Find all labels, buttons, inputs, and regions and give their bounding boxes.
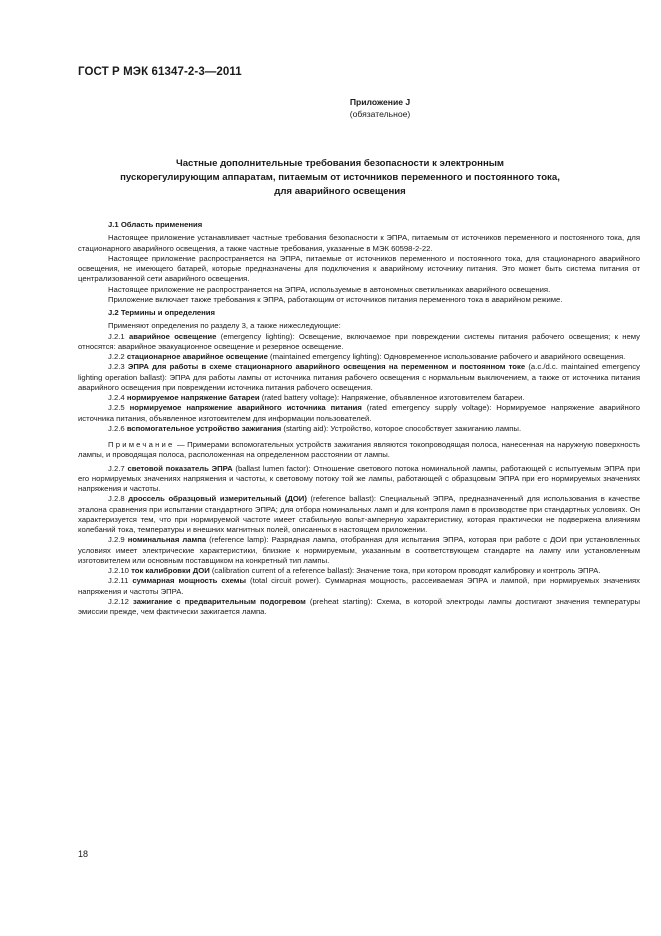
definition-number: J.2.7 <box>108 463 125 473</box>
definition-item <box>78 424 640 434</box>
definition-item <box>78 403 640 424</box>
definition-text: (calibration current of a reference ballast): Значение тока, при котором проводят калибровку и контроль ЭПРА. <box>209 566 601 575</box>
definition-item <box>78 464 640 495</box>
definition-item <box>78 332 640 353</box>
paragraph: Применяют определения по разделу 3, а также нижеследующие: <box>108 321 341 331</box>
definition-text: (ballast lumen factor): Отношение светового потока номинальной лампы, работающей с испытуемым ЭПРА при его нормируемых значениях напряжения и частоты, к световому потоку той же лампы, работающей с образцовым ЭПРА при его нормируемых значениях напряжения и частоты. <box>78 463 640 493</box>
definition-item <box>78 494 640 535</box>
definition-term: нормируемое напряжение аварийного источника питания <box>129 403 362 413</box>
definition-term: зажигание с предварительным подогревом <box>132 596 306 606</box>
definition-item <box>78 362 640 393</box>
definition-term: ток калибровки ДОИ <box>131 566 210 575</box>
definition-term: световой показатель ЭПРА <box>127 463 233 473</box>
paragraph: Приложение включает также требования к ЭПРА, работающим от источников питания переменного тока в аварийном режиме. <box>108 294 563 304</box>
section-heading-j2: J.2 Термины и определения <box>108 308 216 317</box>
definition-item <box>78 576 640 597</box>
title-line-2: пускорегулирующим аппаратам, питаемым от источников переменного и постоянного тока, <box>120 172 560 183</box>
definition-number: J.2.1 <box>108 331 125 341</box>
definition-item <box>78 566 640 576</box>
paragraph: Настоящее приложение распространяется на ЭПРА, питаемые от источников переменного и постоянного тока, для стационарного аварийного освещения, не имеющего батарей, которые предназначены для подключения к аварийному источнику питания. Это может быть система питания от централизованной сети аварийного освещения. <box>78 253 640 284</box>
definition-term: номинальная лампа <box>127 535 207 545</box>
annex-status: (обязательное) <box>349 109 411 119</box>
definition-term: стационарное аварийное освещение <box>126 352 268 361</box>
definition-term: дроссель образцовый измерительный (ДОИ) <box>128 494 307 504</box>
note <box>78 440 640 461</box>
definition-text: (a.c./d.c. maintained emergency lighting operation ballast): ЭПРА для работы лампы от источника питания рабочего освещения с нормальным выключением, а также от источника питания аварийного освещения при повреждении источника питания рабочего освещения. <box>78 362 640 392</box>
definition-number: J.2.9 <box>108 535 125 545</box>
title-line-1: Частные дополнительные требования безопасности к электронным <box>175 158 505 169</box>
definition-text: (rated battery voltage): Напряжение, объявленное изготовителем батареи. <box>259 393 525 402</box>
definition-term: аварийное освещение <box>128 331 217 341</box>
definition-item <box>78 535 640 566</box>
definition-text: (preheat starting): Схема, в которой электроды лампы достигают значения температуры эмиссии прежде, чем фактически зажигается лампа. <box>78 596 640 616</box>
annex-title: Приложение J <box>349 97 411 107</box>
document-body <box>78 220 640 617</box>
title-line-3: для аварийного освещения <box>274 186 406 197</box>
standard-designation: ГОСТ Р МЭК 61347-2-3—2011 <box>78 66 242 78</box>
definition-text: (rated emergency supply voltage): Нормируемое напряжение аварийного источника питания, объявленное изготовителем для информации пользователей. <box>78 403 640 423</box>
definitions-list <box>78 464 640 618</box>
definition-number: J.2.12 <box>108 596 129 606</box>
section-heading-j1: J.1 Область применения <box>108 220 203 229</box>
definition-item <box>78 393 640 403</box>
note-text: — Примерами вспомогательных устройств зажигания являются токопроводящая полоса, нанесенная на наружную поверхность лампы, и проводящая полоса, расположенная на определенном расстоянии от лампы. <box>78 440 640 460</box>
definition-text: (emergency lighting): Освещение, включаемое при повреждении системы питания рабочего освещения; к нему относятся: аварийное эвакуационное освещение и резервное освещение. <box>78 331 640 351</box>
definition-number: J.2.10 <box>108 566 129 575</box>
definition-item <box>78 352 640 362</box>
annex-heading <box>300 96 460 120</box>
definition-term: нормируемое напряжение батареи <box>126 393 260 402</box>
definition-number: J.2.11 <box>108 576 129 586</box>
definition-term: вспомогательное устройство зажигания <box>126 423 282 433</box>
definition-number: J.2.3 <box>108 362 125 372</box>
definition-term: ЭПРА для работы в схеме стационарного аварийного освещения на переменном и постоянном токе <box>127 362 526 372</box>
definition-number: J.2.6 <box>108 423 125 433</box>
definition-number: J.2.8 <box>108 494 125 504</box>
definition-text: (reference ballast): Специальный ЭПРА, предназначенный для использования в качестве эталона сравнения при испытании стандартного ЭПРА; для отбора номинальных ламп и для контроля ламп в производстве при стандартных условиях. Он характеризуется тем, что при нормируемой частоте имеет стабильную вольт-амперную характеристику, которая практически не подвержена влияниям колебаний тока, температуры и внешних магнитных полей, описанных в настоящем приложении. <box>78 494 640 534</box>
page-number: 18 <box>78 849 89 859</box>
note-label: Примечание <box>108 440 175 449</box>
definition-item <box>78 597 640 618</box>
definitions-list <box>78 332 640 435</box>
definition-number: J.2.2 <box>108 352 125 361</box>
definition-number: J.2.4 <box>108 393 125 402</box>
definition-text: (reference lamp): Разрядная лампа, отобранная для испытания ЭПРА, которая при работе с ДОИ при установленных условиях имеет электрические характеристики, близкие к нормируемым, указанным в соответствующем стандарте на лампу или установленным изготовителем или основным поставщиком на конкретный тип лампы. <box>78 535 640 565</box>
definition-text: (total circuit power). Суммарная мощность, рассеиваемая ЭПРА и лампой, при нормируемых значениях напряжения и частоты ЭПРА. <box>78 576 640 596</box>
definition-number: J.2.5 <box>108 403 125 413</box>
paragraph: Настоящее приложение устанавливает частные требования безопасности к ЭПРА, питаемым от источников переменного и постоянного тока, для стационарного аварийного освещения, а также частные требования, указанные в МЭК 60598-2-22. <box>78 233 640 253</box>
document-title <box>70 157 610 199</box>
definition-term: суммарная мощность схемы <box>132 576 247 586</box>
definition-text: (maintained emergency lighting): Одновременное использование рабочего и аварийного освещения. <box>267 352 626 361</box>
paragraph: Настоящее приложение не распространяется на ЭПРА, используемые в автономных светильниках аварийного освещения. <box>108 284 551 294</box>
definition-text: (starting aid): Устройство, которое способствует зажиганию лампы. <box>281 423 522 433</box>
